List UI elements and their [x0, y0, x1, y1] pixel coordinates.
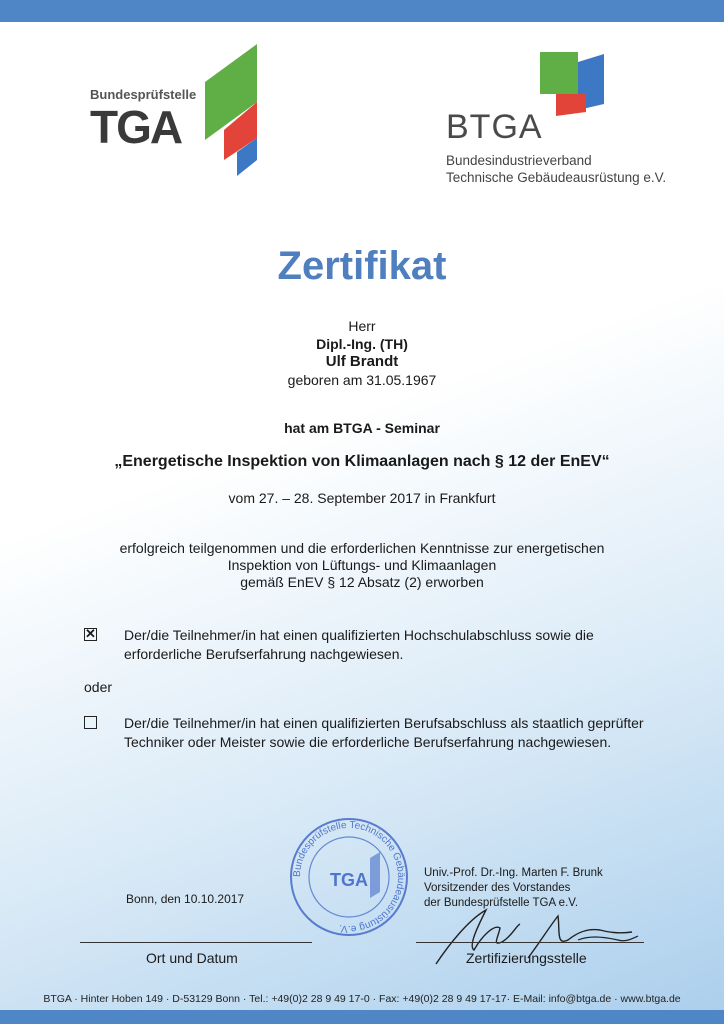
seminar-dates: vom 27. – 28. September 2017 in Frankfurt [228, 490, 496, 506]
btga-logo [446, 48, 706, 198]
qualification-option-1-text: Der/die Teilnehmer/in hat einen qualifizierten Hochschulabschluss sowie die erforderliche Berufserfahrung nachgewiesen. [124, 627, 594, 662]
result-line-1: erfolgreich teilgenommen und die erforderlichen Kenntnisse zur energetischen [119, 540, 605, 556]
place-date-line [80, 942, 312, 943]
or-label: oder [84, 679, 113, 695]
bottom-color-bar [0, 1010, 724, 1024]
salutation: Herr [348, 318, 376, 334]
checkbox-unchecked[interactable] [84, 716, 97, 729]
btga-logo-mark-icon [538, 48, 608, 118]
btga-logo-wordmark: BTGA [446, 108, 543, 146]
seminar-title: „Energetische Inspektion von Klimaanlagen nach § 12 der EnEV“ [114, 453, 610, 470]
tga-logo [90, 42, 270, 182]
btga-sub-line2: Technische Gebäudeausrüstung e.V. [446, 170, 667, 185]
tga-logo-mark-icon [202, 42, 262, 177]
signer-organisation: der Bundesprüfstelle TGA e.V. [424, 897, 579, 909]
recipient-name: Ulf Brandt [325, 353, 399, 370]
top-color-bar [0, 0, 724, 22]
btga-logo-subtitle [446, 152, 666, 186]
birth-date: geboren am 31.05.1967 [287, 372, 437, 388]
academic-degree: Dipl.-Ing. (TH) [316, 336, 408, 352]
place-and-date: Bonn, den 10.10.2017 [126, 892, 245, 906]
btga-sub-line1: Bundesindustrieverband [446, 153, 592, 168]
result-line-3: gemäß EnEV § 12 Absatz (2) erworben [240, 574, 484, 590]
tga-logo-wordmark: TGA [90, 101, 182, 153]
place-date-label: Ort und Datum [146, 950, 238, 966]
stamp-text: Bundesprüfstelle Technische Gebäudeausrüstung e.V. [291, 819, 407, 935]
certificate-title: Zertifikat [277, 244, 447, 288]
check-mark-icon: ✕ [85, 626, 96, 641]
result-line-2: Inspektion von Lüftungs- und Klimaanlagen [227, 557, 497, 573]
signature-line [416, 942, 644, 943]
seminar-intro: hat am BTGA - Seminar [284, 420, 440, 436]
checkbox-checked[interactable] [84, 628, 97, 641]
tga-logo-subtitle: Bundesprüfstelle [90, 87, 197, 102]
signature-label: Zertifizierungsstelle [466, 950, 587, 966]
signer-role: Vorsitzender des Vorstandes [424, 882, 571, 894]
stamp-wordmark: TGA [330, 870, 368, 890]
signer-info [424, 866, 603, 911]
footer-contact: BTGA · Hinter Hoben 149 · D-53129 Bonn · Tel.: +49(0)2 28 9 49 17-0 · Fax: +49(0)2 28 9 49 17-17· E-Mail: info@btga.de · www.btga.de [43, 993, 681, 1005]
qualification-option-2-text: Der/die Teilnehmer/in hat einen qualifizierten Berufsabschluss als staatlich geprüfter Techniker oder Meister sowie die erforderliche Berufserfahrung nachgewiesen. [124, 715, 644, 750]
signer-name: Univ.-Prof. Dr.-Ing. Marten F. Brunk [424, 867, 603, 879]
official-stamp-icon [284, 812, 414, 942]
